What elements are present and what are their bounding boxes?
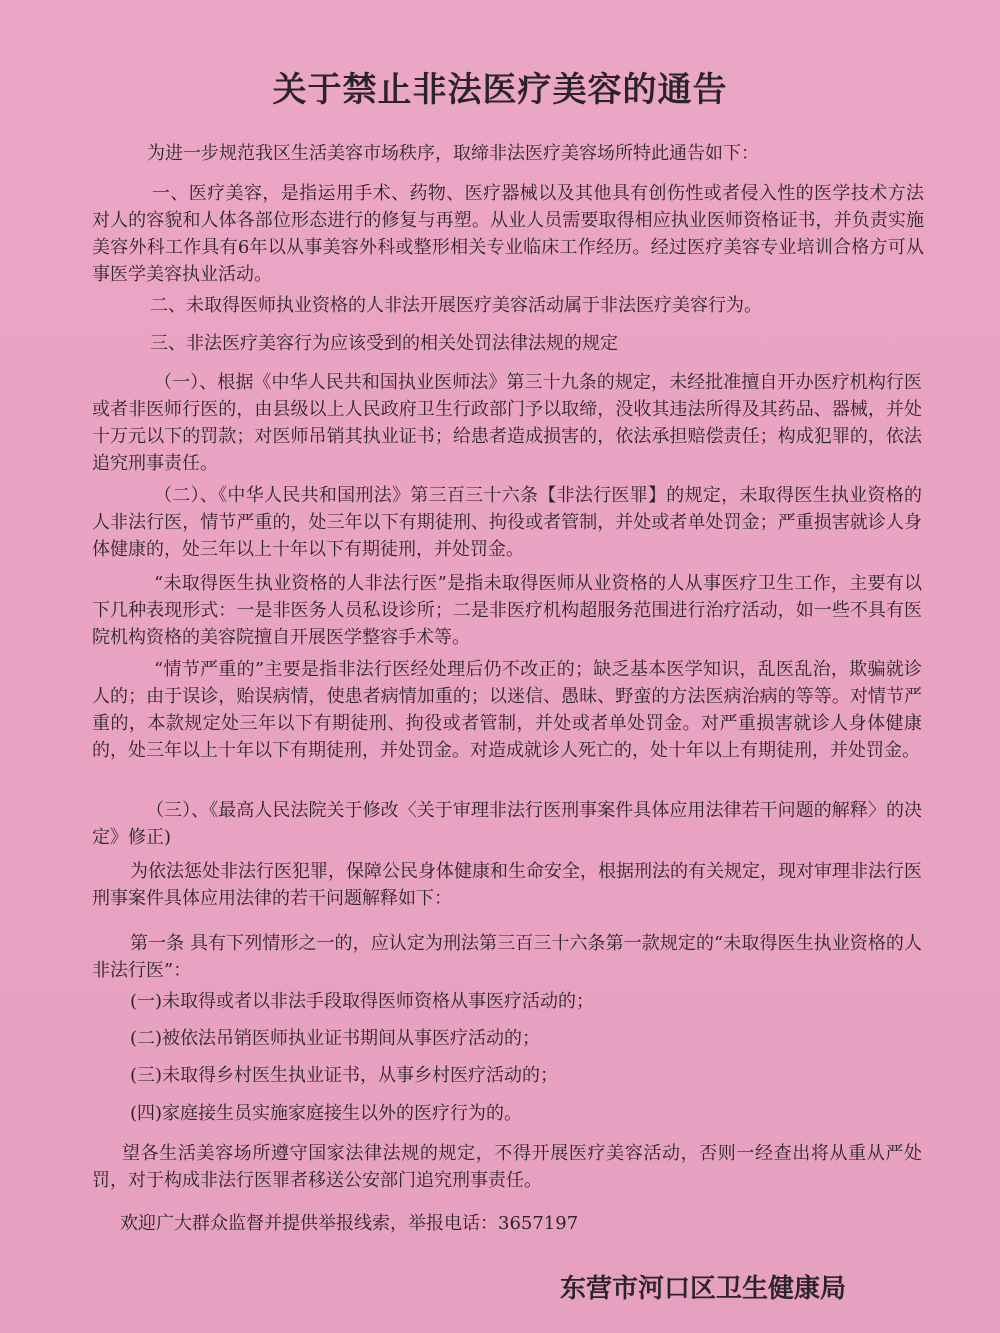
quote-paragraph-1: “未取得医生执业资格的人非法行医”是指未取得医师从业资格的人从事医疗卫生工作，主要有以下几种表现形式：一是非医务人员私设诊所；二是非医疗机构超服务范围进行治疗活动，如一些不具有医院机构资格的美容院擅自开展医学整容手术等。 <box>92 573 922 648</box>
explanation-paragraph: 为依法惩处非法行医犯罪，保障公民身体健康和生命安全，根据刑法的有关规定，现对审理非法行医刑事案件具体应用法律的若干问题解释如下： <box>92 861 922 909</box>
list-item: (一)未取得或者以非法手段取得医师资格从事医疗活动的； <box>130 991 595 1012</box>
closing-paragraph: 望各生活美容场所遵守国家法律法规的规定，不得开展医疗美容活动，否则一经查出将从重从严处罚，对于构成非法行医罪者移送公安部门追究刑事责任。 <box>92 1143 922 1191</box>
subsection-2: （二）、《中华人民共和国刑法》第三百三十六条【非法行医罪】的规定，未取得医生执业资格的人非法行医，情节严重的，处三年以下有期徒刑、拘役或者管制，并处或者单处罚金；严重损害就诊人身体健康的，处三年以上十年以下有期徒刑，并处罚金。 <box>92 485 922 560</box>
list-item: (三)未取得乡村医生执业证书，从事乡村医疗活动的； <box>130 1065 559 1086</box>
quote-paragraph-2: “情节严重的”主要是指非法行医经处理后仍不改正的；缺乏基本医学知识，乱医乱治，欺骗就诊人的；由于误诊，贻误病情，使患者病情加重的；以迷信、愚昧、野蛮的方法医病治病的等等。对情节严重的，本款规定处三年以下有期徒刑、拘役或者管制，并处或者单处罚金。对严重损害就诊人身体健康的，处三年以上十年以下有期徒刑，并处罚金。对造成就诊人死亡的，处十年以上有期徒刑，并处罚金。 <box>92 659 922 761</box>
list-item: (四)家庭接生员实施家庭接生以外的医疗行为的。 <box>130 1103 523 1124</box>
section-1: 一、医疗美容，是指运用手术、药物、医疗器械以及其他具有创伤性或者侵入性的医学技术方法对人的容貌和人体各部位形态进行的修复与再塑。从业人员需要取得相应执业医师资格证书，并负责实施美容外科工作具有6年以从事美容外科或整形相关专业临床工作经历。经过医疗美容专业培训合格方可从事医学美容执业活动。 <box>92 183 924 285</box>
section-3-heading: 三、非法医疗美容行为应该受到的相关处罚法律法规的规定 <box>150 333 618 354</box>
page-title: 关于禁止非法医疗美容的通告 <box>272 70 728 110</box>
intro-paragraph: 为进一步规范我区生活美容市场秩序，取缔非法医疗美容场所特此通告如下： <box>147 143 759 164</box>
issuer-signature: 东营市河口区卫生健康局 <box>560 1274 847 1304</box>
subsection-3: （三）、《最高人民法院关于修改〈关于审理非法行医刑事案件具体应用法律若干问题的解释〉的决定》修正) <box>92 800 922 848</box>
list-item: (二)被依法吊销医师执业证书期间从事医疗活动的； <box>130 1028 541 1049</box>
subsection-1: （一）、根据《中华人民共和国执业医师法》第三十九条的规定，未经批准擅自开办医疗机构行医或者非医师行医的，由县级以上人民政府卫生行政部门予以取缔，没收其违法所得及其药品、器械，并处十万元以下的罚款；对医师吊销其执业证书；给患者造成损害的，依法承担赔偿责任；构成犯罪的，依法追究刑事责任。 <box>92 372 922 474</box>
report-hotline: 欢迎广大群众监督并提供举报线索，举报电话：3657197 <box>120 1213 579 1234</box>
section-2: 二、未取得医师执业资格的人非法开展医疗美容活动属于非法医疗美容行为。 <box>150 295 762 316</box>
article-1: 第一条 具有下列情形之一的，应认定为刑法第三百三十六条第一款规定的“未取得医生执业资格的人非法行医”： <box>92 933 922 981</box>
